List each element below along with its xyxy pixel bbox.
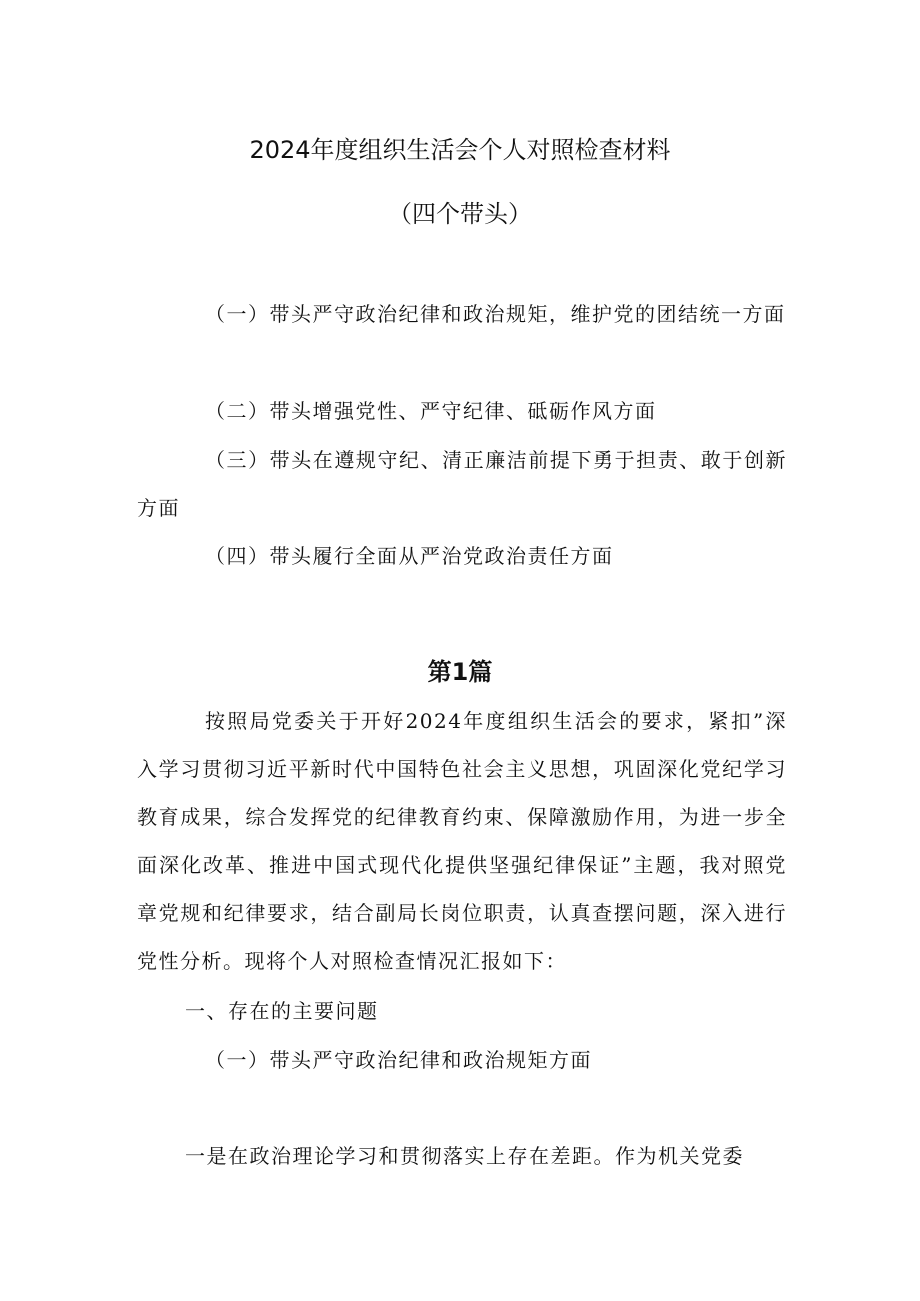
document-title: 2024年度组织生活会个人对照检查材料	[249, 136, 671, 164]
outline-item-4: （四）带头履行全面从严治党政治责任方面	[205, 544, 614, 568]
document-subtitle: （四个带头）	[388, 200, 532, 228]
outline-item-3: （三）带头在遵规守纪、清正廉洁前提下勇于担责、敢于创新方面	[137, 448, 787, 520]
sub-heading: （一）带头严守政治纪律和政治规矩方面	[205, 1048, 592, 1072]
outline-item-1: （一）带头严守政治纪律和政治规矩，维护党的团结统一方面	[205, 302, 786, 326]
outline-item-2: （二）带头增强党性、严守纪律、砥砺作风方面	[205, 399, 657, 423]
intro-paragraph: 按照局党委关于开好2024年度组织生活会的要求，紧扣”深入学习贯彻习近平新时代中国特色社会主义思想，巩固深化党纪学习教育成果，综合发挥党的纪律教育约束、保障激励作用，为进一步全面深化改革、推进中国式现代化提供坚强纪律保证”主题，我对照党章党规和纪律要求，结合副局长岗位职责，认真查摆问题，深入进行党性分析。现将个人对照检查情况汇报如下：	[137, 709, 787, 973]
body-paragraph: 一是在政治理论学习和贯彻落实上存在差距。作为机关党委	[185, 1144, 744, 1168]
section-heading: 第1篇	[427, 658, 493, 686]
part-heading: 一、存在的主要问题	[185, 999, 379, 1023]
